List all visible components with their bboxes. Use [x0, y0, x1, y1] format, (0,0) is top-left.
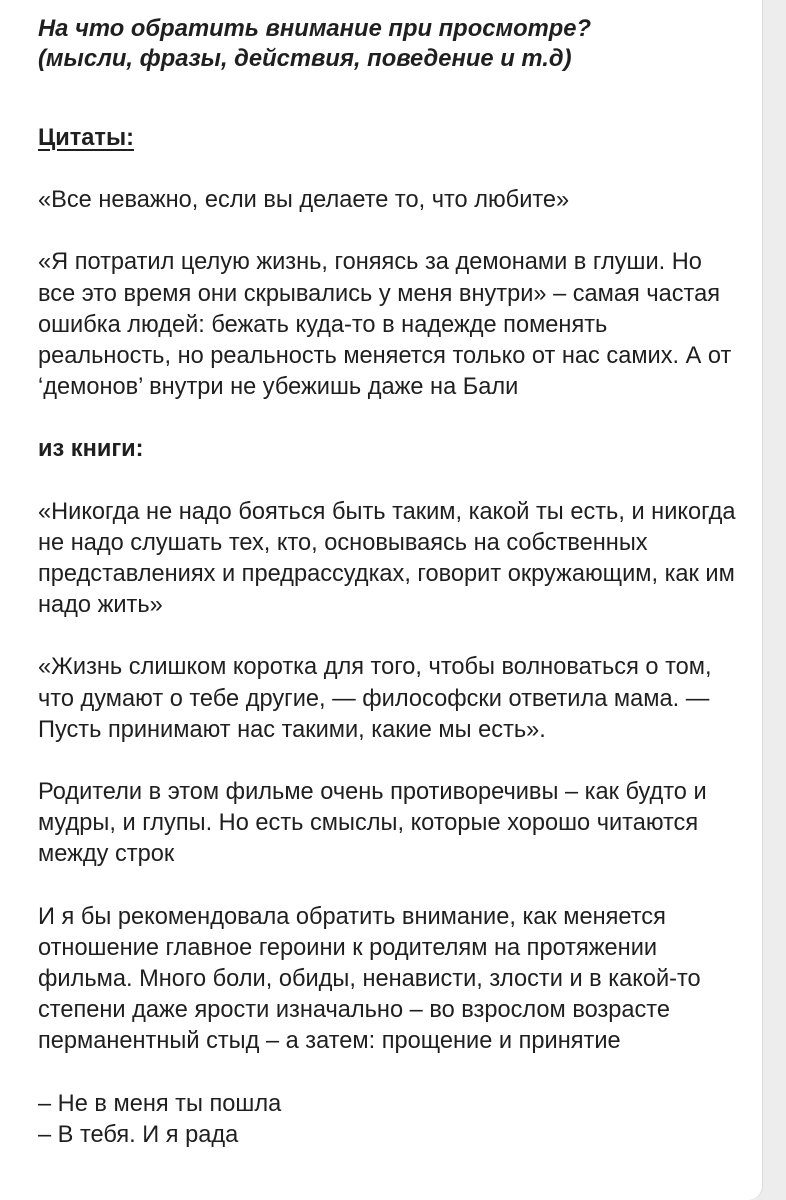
dialog-line-2: – В тебя. И я рада — [38, 1121, 239, 1148]
paragraph-parents: Родители в этом фильме очень противоречивы – как будто и мудры, и глупы. Но есть смыслы, которые хорошо читаются между строк — [38, 779, 707, 868]
heading-line-1: На что обратить внимание при просмотре? — [38, 15, 592, 42]
paragraph-recommendation: И я бы рекомендовала обратить внимание, как меняется отношение главное героини к родителям на протяжении фильма. Много боли, обиды, ненависти, злости и в какой-то степени даже ярости изначально – во взрослом возрасте перманентный стыд – а затем: прощение и принятие — [38, 903, 701, 1055]
quotes-label: Цитаты: — [38, 125, 134, 151]
quote-1: «Все неважно, если вы делаете то, что любите» — [38, 187, 570, 214]
quote-2: «Я потратил целую жизнь, гоняясь за демонами в глуши. Но все это время они скрывались у меня внутри» – самая частая ошибка людей: бежать куда-то в надежде поменять реальность, но реальность меняется только от нас самих. А от ‘демонов’ внутри не убежишь даже на Бали — [38, 249, 732, 401]
book-quote-1: «Никогда не надо бояться быть таким, какой ты есть, и никогда не надо слушать тех, кто, основываясь на собственных представлениях и предрассудках, говорит окружающим, как им надо жить» — [38, 498, 736, 619]
book-quote-2: «Жизнь слишком коротка для того, чтобы волноваться о том, что думают о тебе другие, — философски ответила мама. — Пусть принимают нас такими, какие мы есть». — [38, 654, 712, 743]
dialog-line-1: – Не в меня ты пошла — [38, 1090, 282, 1117]
heading-line-2: (мысли, фразы, действия, поведение и т.д) — [38, 45, 572, 72]
book-label: из книги: — [38, 436, 144, 463]
